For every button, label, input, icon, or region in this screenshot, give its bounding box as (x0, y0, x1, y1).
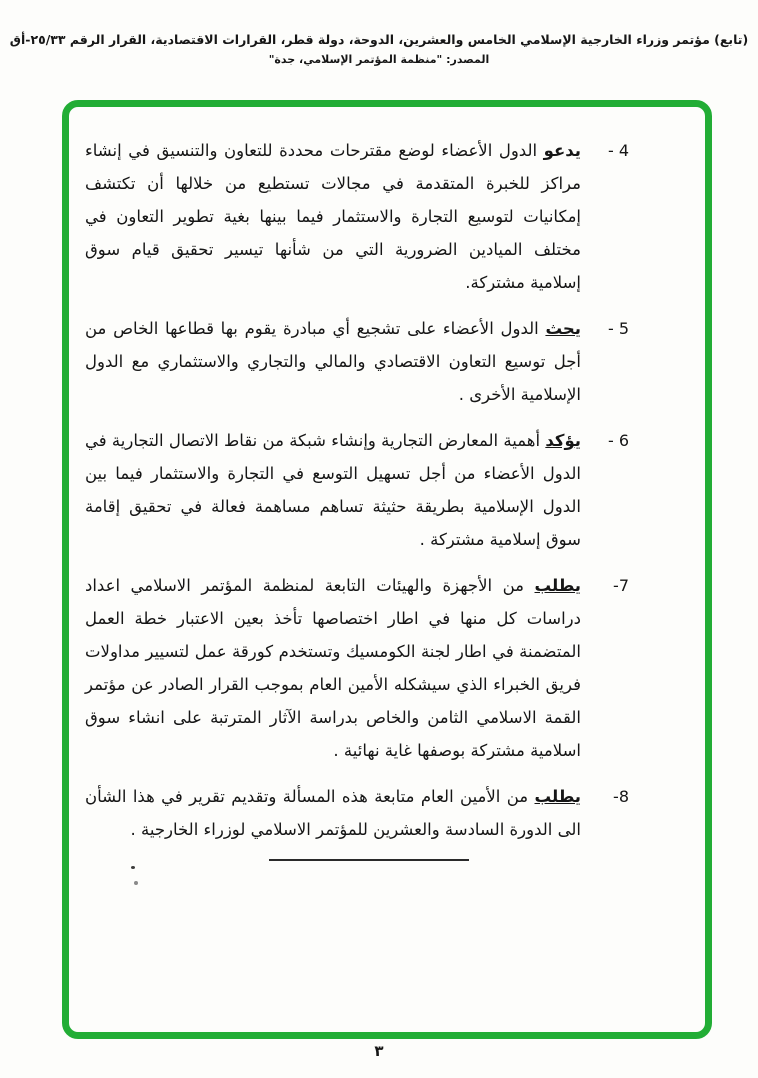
item-text: يدعو الدول الأعضاء لوضع مقترحات محددة للتعاون والتنسيق في إنشاء مراكز للخبرة المتقدمة في مجالات تستطيع من خلالها أن تكتشف إمكانيات لتوسيع التجارة والاستثمار فيما بينها بغية تطوير التعاون في مختلف الميادين الضرورية التي من شأنها تيسير تحقيق قيام سوق إسلامية مشتركة. (85, 141, 581, 292)
item-number: 8- (613, 787, 629, 806)
resolution-item (85, 569, 629, 767)
item-lead-verb: يدعو (543, 141, 581, 160)
item-number: 7- (613, 576, 629, 595)
item-number: 6 - (607, 431, 629, 450)
resolution-list (69, 107, 705, 1032)
item-number: 5 - (607, 319, 629, 338)
item-lead-verb: يؤكد (545, 431, 581, 450)
item-text: يطلب من الأمين العام متابعة هذه المسألة وتقديم تقرير في هذا الشأن الى الدورة السادسة والعشرين للمؤتمر الاسلامي لوزراء الخارجية . (85, 787, 581, 839)
scan-speck (134, 881, 138, 885)
item-lead-verb: يطلب (534, 787, 581, 806)
scan-speck (131, 866, 135, 869)
resolution-item (85, 780, 629, 846)
resolution-item (85, 312, 629, 411)
item-text: يؤكد أهمية المعارض التجارية وإنشاء شبكة من نقاط الاتصال التجارية في الدول الأعضاء من أجل تسهيل التوسع في التجارة والاستثمار فيما بين الدول الإسلامية بطريقة حثيثة تساهم مساهمة فعالة في تحقيق إقامة سوق إسلامية مشتركة . (85, 431, 581, 549)
header-source-line: المصدر: "منظمة المؤتمر الإسلامي، جدة" (268, 53, 490, 66)
document-header (0, 32, 758, 66)
resolution-item (85, 424, 629, 556)
page-number: ٣ (374, 1042, 384, 1060)
item-text: يحث الدول الأعضاء على تشجيع أي مبادرة يقوم بها قطاعها الخاص من أجل توسيع التعاون الاقتصادي والمالي والتجاري والاستثماري مع الدول الإسلامية الأخرى . (85, 319, 581, 404)
item-lead-verb: يطلب (534, 576, 581, 595)
end-divider (269, 859, 469, 861)
item-number: 4 - (607, 141, 629, 160)
resolution-item (85, 134, 629, 299)
item-lead-verb: يحث (545, 319, 581, 338)
header-title-line: (تابع) مؤتمر وزراء الخارجية الإسلامي الخامس والعشرين، الدوحة، دولة قطر، القرارات الاقتصادية، القرار الرقم ٢٥/٣٣-أق (9, 32, 749, 47)
item-text: يطلب من الأجهزة والهيئات التابعة لمنظمة المؤتمر الاسلامي اعداد دراسات كل منها في اطار اختصاصها تأخذ بعين الاعتبار خطة العمل المتضمنة في اطار لجنة الكومسيك وتستخدم كورقة عمل لتسيير مداولات فريق الخبراء الذي سيشكله الأمين العام بموجب القرار الصادر عن مؤتمر القمة الاسلامي الثامن والخاص بدراسة الآثار المترتبة على انشاء سوق اسلامية مشتركة بوصفها غاية نهائية . (85, 576, 581, 760)
document-frame (62, 100, 712, 1039)
